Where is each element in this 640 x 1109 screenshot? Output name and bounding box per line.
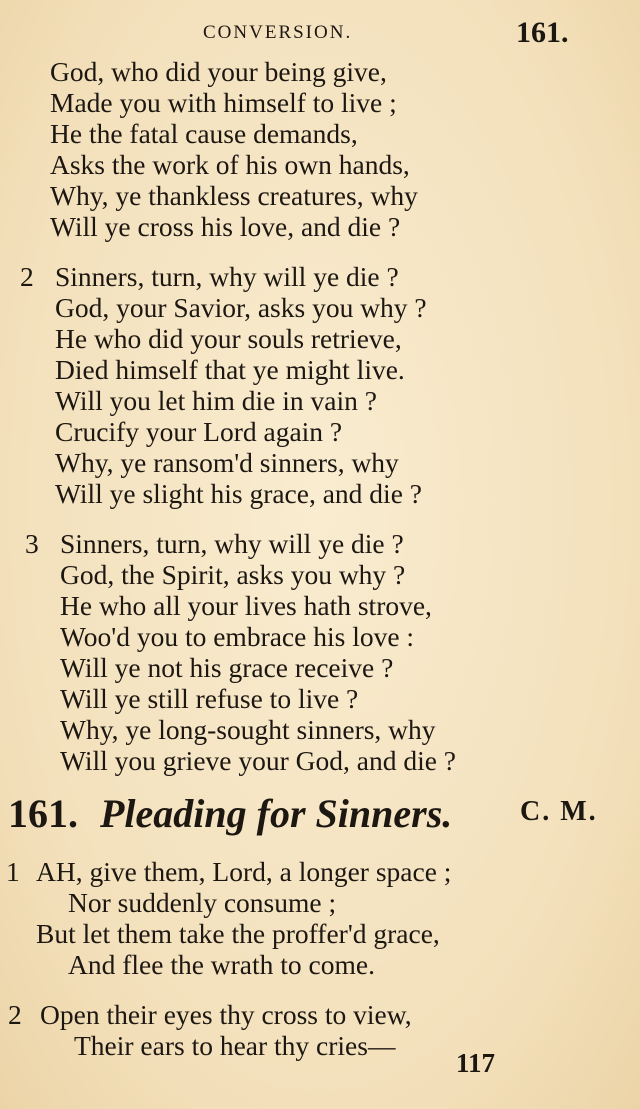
verse-line: God, who did your being give, xyxy=(50,56,387,87)
verse-line: He the fatal cause demands, xyxy=(50,118,358,149)
verse-line: AH, give them, Lord, a longer space ; xyxy=(36,856,452,887)
verse-line: Will you let him die in vain ? xyxy=(55,385,377,416)
verse-line: Will you grieve your God, and die ? xyxy=(60,745,457,776)
verse-line: Why, ye ransom'd sinners, why xyxy=(55,447,399,478)
verse-line: Open their eyes thy cross to view, xyxy=(40,999,412,1030)
verse-line: God, your Savior, asks you why ? xyxy=(55,292,427,323)
verse-line: Will ye slight his grace, and die ? xyxy=(55,478,422,509)
verse-line: Their ears to hear thy cries— xyxy=(74,1030,396,1061)
verse-line: Crucify your Lord again ? xyxy=(55,416,343,447)
verse-line: Will ye cross his love, and die ? xyxy=(50,211,401,242)
page-header xyxy=(0,16,640,56)
stanza-number: 2 xyxy=(20,261,34,292)
verse-line: Why, ye thankless creatures, why xyxy=(50,180,418,211)
verse-line: Will ye still refuse to live ? xyxy=(60,683,359,714)
verse-line: Died himself that ye might live. xyxy=(55,354,405,385)
verse-line: Will ye not his grace receive ? xyxy=(60,652,394,683)
verse-line: He who did your souls retrieve, xyxy=(55,323,402,354)
hymn-number: 161. xyxy=(8,791,78,836)
stanza-number: 2 xyxy=(8,999,22,1030)
hymn-page-number: 161. xyxy=(516,16,569,49)
verse-line: Sinners, turn, why will ye die ? xyxy=(60,528,404,559)
running-title: CONVERSION. xyxy=(203,22,353,43)
hymn-meter: C. M. xyxy=(520,796,598,827)
verse-line: Why, ye long-sought sinners, why xyxy=(60,714,436,745)
verse-line: And flee the wrath to come. xyxy=(68,949,375,980)
verse-line: Sinners, turn, why will ye die ? xyxy=(55,261,399,292)
page-number: 117 xyxy=(456,1048,496,1078)
verse-line: Asks the work of his own hands, xyxy=(50,149,410,180)
verse-line: Woo'd you to embrace his love : xyxy=(60,621,415,652)
stanza-number: 3 xyxy=(25,528,39,559)
verse-line: Made you with himself to live ; xyxy=(50,87,397,118)
verse-line: But let them take the proffer'd grace, xyxy=(36,918,440,949)
verse-line: Nor suddenly consume ; xyxy=(68,887,337,918)
verse-line: God, the Spirit, asks you why ? xyxy=(60,559,406,590)
hymn-title: Pleading for Sinners. xyxy=(100,791,453,836)
verse-line: He who all your lives hath strove, xyxy=(60,590,432,621)
stanza-number: 1 xyxy=(6,856,20,887)
hymn-heading xyxy=(8,790,628,840)
